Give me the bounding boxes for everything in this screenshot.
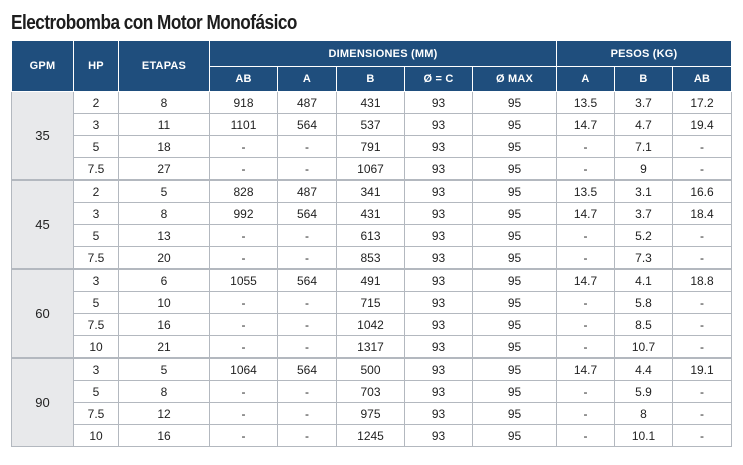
dim-max-cell: 95	[473, 292, 557, 314]
table-row	[12, 158, 732, 181]
dim-ab-cell: -	[210, 381, 278, 403]
gpm-cell: 90	[12, 358, 74, 447]
dim-a-cell: 564	[278, 203, 337, 225]
table-row	[12, 425, 732, 447]
header-peso-b: B	[615, 67, 673, 92]
dim-b-cell: 341	[337, 180, 405, 203]
dim-max-cell: 95	[473, 136, 557, 158]
dim-ab-cell: 828	[210, 180, 278, 203]
table-row	[12, 358, 732, 381]
peso-ab-cell: 16.6	[673, 180, 732, 203]
dim-a-cell: -	[278, 136, 337, 158]
peso-a-cell: 13.5	[557, 180, 615, 203]
peso-a-cell: -	[557, 158, 615, 181]
peso-ab-cell: -	[673, 336, 732, 359]
hp-cell: 10	[74, 336, 119, 359]
etapas-cell: 27	[119, 158, 210, 181]
header-dim-max: Ø MAX	[473, 67, 557, 92]
peso-b-cell: 10.7	[615, 336, 673, 359]
dim-c-cell: 93	[405, 114, 473, 136]
dim-b-cell: 491	[337, 269, 405, 292]
peso-a-cell: 14.7	[557, 203, 615, 225]
header-peso-a: A	[557, 67, 615, 92]
peso-ab-cell: -	[673, 158, 732, 181]
peso-b-cell: 9	[615, 158, 673, 181]
dim-max-cell: 95	[473, 92, 557, 114]
dim-max-cell: 95	[473, 403, 557, 425]
dim-c-cell: 93	[405, 314, 473, 336]
dim-ab-cell: 992	[210, 203, 278, 225]
dim-max-cell: 95	[473, 158, 557, 181]
peso-ab-cell: -	[673, 425, 732, 447]
etapas-cell: 5	[119, 180, 210, 203]
dim-b-cell: 537	[337, 114, 405, 136]
table-row	[12, 381, 732, 403]
hp-cell: 2	[74, 180, 119, 203]
specs-table	[11, 40, 732, 447]
dim-a-cell: -	[278, 225, 337, 247]
dim-ab-cell: -	[210, 247, 278, 270]
dim-a-cell: -	[278, 336, 337, 359]
gpm-cell: 35	[12, 92, 74, 181]
dim-a-cell: 487	[278, 92, 337, 114]
peso-ab-cell: -	[673, 381, 732, 403]
dim-c-cell: 93	[405, 269, 473, 292]
etapas-cell: 12	[119, 403, 210, 425]
hp-cell: 3	[74, 203, 119, 225]
dim-max-cell: 95	[473, 203, 557, 225]
peso-a-cell: -	[557, 247, 615, 270]
peso-ab-cell: -	[673, 292, 732, 314]
page-title: Electrobomba con Motor Monofásico	[11, 12, 297, 34]
etapas-cell: 13	[119, 225, 210, 247]
peso-a-cell: 14.7	[557, 269, 615, 292]
peso-a-cell: -	[557, 425, 615, 447]
peso-b-cell: 4.1	[615, 269, 673, 292]
header-etapas: ETAPAS	[119, 41, 210, 92]
peso-ab-cell: 17.2	[673, 92, 732, 114]
gpm-cell: 45	[12, 180, 74, 269]
header-gpm: GPM	[12, 41, 74, 92]
hp-cell: 5	[74, 292, 119, 314]
dim-c-cell: 93	[405, 403, 473, 425]
peso-b-cell: 7.1	[615, 136, 673, 158]
dim-b-cell: 1042	[337, 314, 405, 336]
peso-b-cell: 3.1	[615, 180, 673, 203]
dim-c-cell: 93	[405, 203, 473, 225]
header-dim-a: A	[278, 67, 337, 92]
peso-a-cell: -	[557, 336, 615, 359]
dim-ab-cell: -	[210, 425, 278, 447]
hp-cell: 3	[74, 358, 119, 381]
dim-b-cell: 500	[337, 358, 405, 381]
dim-b-cell: 1067	[337, 158, 405, 181]
dim-c-cell: 93	[405, 358, 473, 381]
gpm-cell: 60	[12, 269, 74, 358]
header-dim-ab: AB	[210, 67, 278, 92]
hp-cell: 2	[74, 92, 119, 114]
dim-max-cell: 95	[473, 247, 557, 270]
hp-cell: 5	[74, 136, 119, 158]
etapas-cell: 8	[119, 381, 210, 403]
dim-a-cell: -	[278, 247, 337, 270]
dim-b-cell: 431	[337, 92, 405, 114]
dim-a-cell: -	[278, 158, 337, 181]
dim-b-cell: 703	[337, 381, 405, 403]
dim-ab-cell: -	[210, 158, 278, 181]
peso-b-cell: 4.7	[615, 114, 673, 136]
etapas-cell: 16	[119, 425, 210, 447]
hp-cell: 7.5	[74, 158, 119, 181]
etapas-cell: 10	[119, 292, 210, 314]
etapas-cell: 5	[119, 358, 210, 381]
dim-c-cell: 93	[405, 292, 473, 314]
dim-c-cell: 93	[405, 180, 473, 203]
dim-max-cell: 95	[473, 180, 557, 203]
peso-b-cell: 5.9	[615, 381, 673, 403]
hp-cell: 7.5	[74, 247, 119, 270]
peso-a-cell: -	[557, 136, 615, 158]
etapas-cell: 6	[119, 269, 210, 292]
peso-b-cell: 3.7	[615, 92, 673, 114]
table-row	[12, 114, 732, 136]
table-row	[12, 136, 732, 158]
etapas-cell: 21	[119, 336, 210, 359]
peso-b-cell: 4.4	[615, 358, 673, 381]
dim-b-cell: 975	[337, 403, 405, 425]
etapas-cell: 8	[119, 92, 210, 114]
peso-ab-cell: 18.8	[673, 269, 732, 292]
dim-a-cell: -	[278, 381, 337, 403]
table-row	[12, 336, 732, 359]
hp-cell: 7.5	[74, 314, 119, 336]
peso-b-cell: 8	[615, 403, 673, 425]
dim-ab-cell: -	[210, 225, 278, 247]
dim-c-cell: 93	[405, 225, 473, 247]
table-row	[12, 203, 732, 225]
dim-max-cell: 95	[473, 114, 557, 136]
hp-cell: 7.5	[74, 403, 119, 425]
table-row	[12, 403, 732, 425]
dim-max-cell: 95	[473, 358, 557, 381]
peso-ab-cell: -	[673, 247, 732, 270]
dim-a-cell: 564	[278, 114, 337, 136]
etapas-cell: 20	[119, 247, 210, 270]
peso-ab-cell: -	[673, 225, 732, 247]
dim-b-cell: 853	[337, 247, 405, 270]
hp-cell: 5	[74, 381, 119, 403]
dim-c-cell: 93	[405, 425, 473, 447]
dim-a-cell: -	[278, 425, 337, 447]
peso-b-cell: 3.7	[615, 203, 673, 225]
etapas-cell: 18	[119, 136, 210, 158]
dim-a-cell: -	[278, 314, 337, 336]
etapas-cell: 8	[119, 203, 210, 225]
table-row	[12, 292, 732, 314]
dim-b-cell: 613	[337, 225, 405, 247]
peso-b-cell: 7.3	[615, 247, 673, 270]
dim-max-cell: 95	[473, 314, 557, 336]
dim-a-cell: -	[278, 403, 337, 425]
peso-b-cell: 8.5	[615, 314, 673, 336]
peso-ab-cell: 19.4	[673, 114, 732, 136]
dim-a-cell: 487	[278, 180, 337, 203]
dim-b-cell: 1245	[337, 425, 405, 447]
dim-c-cell: 93	[405, 136, 473, 158]
header-dim-c: Ø = C	[405, 67, 473, 92]
table-row	[12, 225, 732, 247]
hp-cell: 5	[74, 225, 119, 247]
peso-ab-cell: -	[673, 314, 732, 336]
etapas-cell: 11	[119, 114, 210, 136]
dim-ab-cell: 1055	[210, 269, 278, 292]
peso-b-cell: 10.1	[615, 425, 673, 447]
peso-a-cell: -	[557, 381, 615, 403]
peso-a-cell: 14.7	[557, 114, 615, 136]
dim-max-cell: 95	[473, 269, 557, 292]
table-row	[12, 92, 732, 114]
table-row	[12, 314, 732, 336]
dim-ab-cell: -	[210, 403, 278, 425]
dim-max-cell: 95	[473, 381, 557, 403]
dim-ab-cell: -	[210, 292, 278, 314]
dim-ab-cell: -	[210, 136, 278, 158]
peso-a-cell: 14.7	[557, 358, 615, 381]
dim-max-cell: 95	[473, 425, 557, 447]
dim-ab-cell: 1064	[210, 358, 278, 381]
table-row	[12, 269, 732, 292]
peso-ab-cell: -	[673, 403, 732, 425]
dim-c-cell: 93	[405, 336, 473, 359]
dim-a-cell: 564	[278, 269, 337, 292]
peso-ab-cell: 18.4	[673, 203, 732, 225]
peso-a-cell: -	[557, 292, 615, 314]
header-hp: HP	[74, 41, 119, 92]
dim-c-cell: 93	[405, 158, 473, 181]
header-peso-ab: AB	[673, 67, 732, 92]
header-dim-b: B	[337, 67, 405, 92]
peso-ab-cell: -	[673, 136, 732, 158]
dim-c-cell: 93	[405, 247, 473, 270]
dim-a-cell: 564	[278, 358, 337, 381]
dim-c-cell: 93	[405, 381, 473, 403]
etapas-cell: 16	[119, 314, 210, 336]
hp-cell: 3	[74, 114, 119, 136]
dim-b-cell: 1317	[337, 336, 405, 359]
table-row	[12, 180, 732, 203]
dim-max-cell: 95	[473, 225, 557, 247]
header-dimensiones: DIMENSIONES (MM)	[210, 41, 557, 67]
table-body	[12, 92, 732, 447]
peso-b-cell: 5.2	[615, 225, 673, 247]
dim-ab-cell: 918	[210, 92, 278, 114]
table-row	[12, 247, 732, 270]
peso-ab-cell: 19.1	[673, 358, 732, 381]
peso-a-cell: -	[557, 314, 615, 336]
dim-b-cell: 431	[337, 203, 405, 225]
dim-c-cell: 93	[405, 92, 473, 114]
header-pesos: PESOS (KG)	[557, 41, 732, 67]
peso-b-cell: 5.8	[615, 292, 673, 314]
dim-a-cell: -	[278, 292, 337, 314]
peso-a-cell: -	[557, 225, 615, 247]
dim-b-cell: 715	[337, 292, 405, 314]
hp-cell: 10	[74, 425, 119, 447]
dim-ab-cell: 1101	[210, 114, 278, 136]
dim-ab-cell: -	[210, 336, 278, 359]
peso-a-cell: 13.5	[557, 92, 615, 114]
dim-b-cell: 791	[337, 136, 405, 158]
dim-max-cell: 95	[473, 336, 557, 359]
dim-ab-cell: -	[210, 314, 278, 336]
peso-a-cell: -	[557, 403, 615, 425]
hp-cell: 3	[74, 269, 119, 292]
